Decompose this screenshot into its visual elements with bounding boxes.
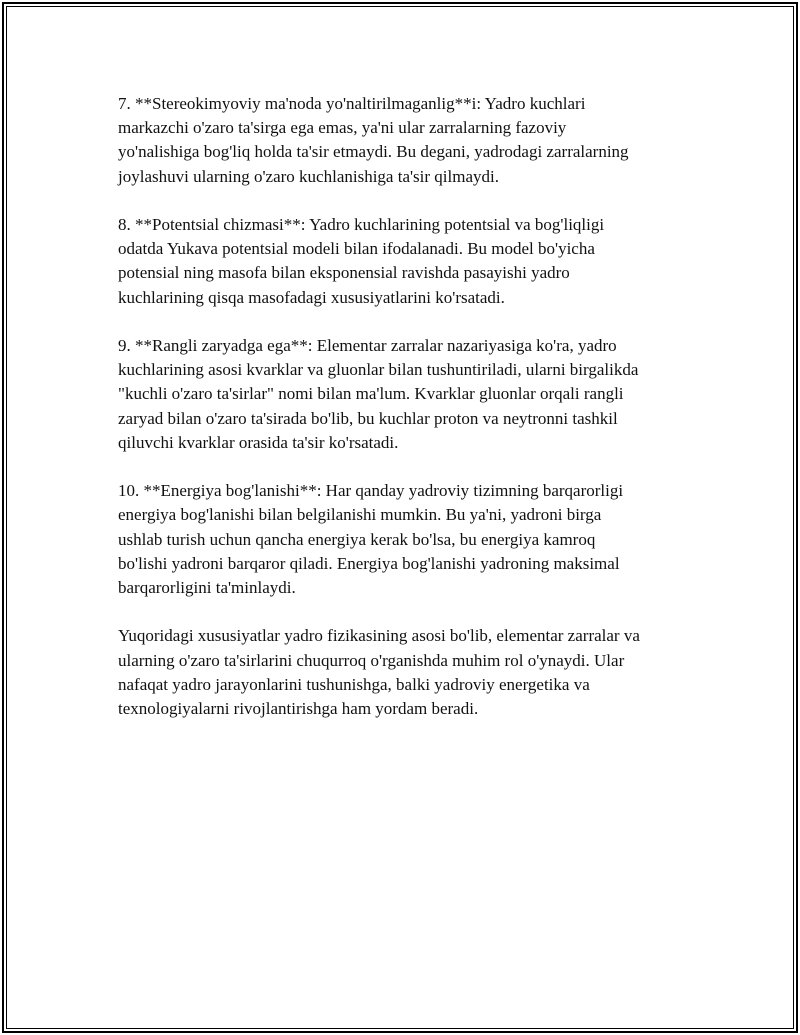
paragraph-conclusion: Yuqoridagi xususiyatlar yadro fizikasining asosi bo'lib, elementar zarralar va ularning o'zaro ta'sirlarini chuqurroq o'rganishda muhim rol o'ynaydi. Ular nafaqat yadro jarayonlarini tushunishga, balki yadroviy energetika va texnologiyalarni rivojlantirishga ham yordam beradi. [118, 626, 640, 719]
paragraph-item-10: 10. **Energiya bog'lanishi**: Har qanday yadroviy tizimning barqarorligi energiya bog'lanishi bilan belgilanishi mumkin. Bu ya'ni, yadroni birga ushlab turish uchun qancha energiya kerak bo'lsa, bu energiya kamroq bo'lishi yadroni barqaror qiladi. Energiya bog'lanishi yadroning maksimal barqarorligini ta'minlaydi. [118, 481, 624, 598]
document-body [118, 92, 698, 745]
paragraph-item-8: 8. **Potentsial chizmasi**: Yadro kuchlarining potentsial va bog'liqligi odatda Yukava potentsial modeli bilan ifodalanadi. Bu model bo'yicha potensial ning masofa bilan eksponensial ravishda pasayishi yadro kuchlarining qisqa masofadagi xususiyatlarini ko'rsatadi. [118, 215, 605, 307]
paragraph-item-9: 9. **Rangli zaryadga ega**: Elementar zarralar nazariyasiga ko'ra, yadro kuchlarining asosi kvarklar va gluonlar bilan tushuntiriladi, ularni birgalikda "kuchli o'zaro ta'sirlar" nomi bilan ma'lum. Kvarklar gluonlar orqali rangli zaryad bilan o'zaro ta'sirada bo'lib, bu kuchlar proton va neytronni tashkil qiluvchi kvarklar orasida ta'sir ko'rsatadi. [118, 336, 639, 452]
paragraph-item-7: 7. **Stereokimyoviy ma'noda yo'naltirilmaganlig**i: Yadro kuchlari markazchi o'zaro ta'sirga ega emas, ya'ni ular zarralarning fazoviy yo'nalishiga bog'liq holda ta'sir etmaydi. Bu degani, yadrodagi zarralarning joylashuvi ularning o'zaro kuchlanishiga ta'sir qilmaydi. [118, 94, 629, 186]
